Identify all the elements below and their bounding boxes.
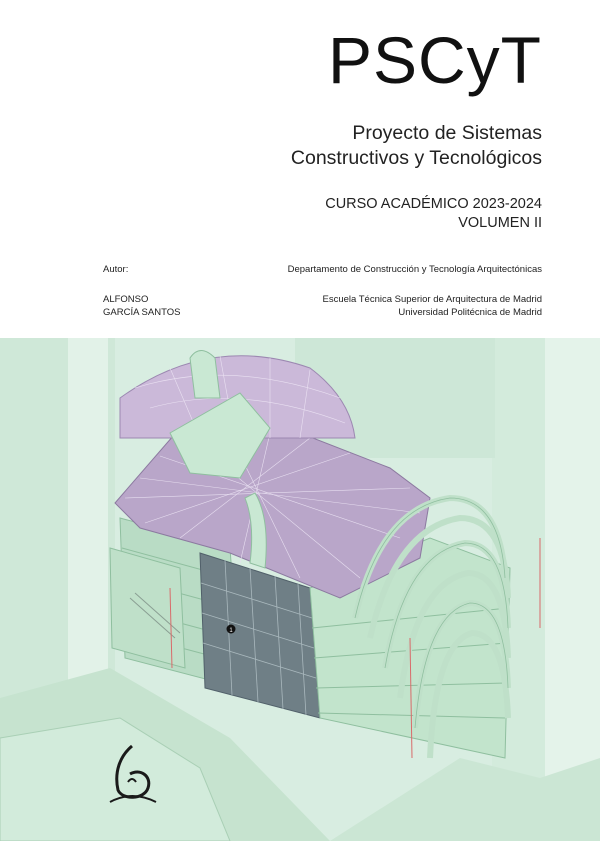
subtitle-line-1: Proyecto de Sistemas [352, 122, 542, 144]
publisher-logo [100, 742, 164, 808]
author-last-name: GARCÍA SANTOS [103, 307, 181, 318]
publisher-logo-mark [117, 746, 149, 797]
course-info [325, 195, 542, 233]
volume-label: VOLUMEN II [458, 215, 542, 231]
author-label: Autor: [103, 264, 129, 275]
author-first-name: ALFONSO [103, 294, 149, 305]
subtitle-line-2: Constructivos y Tecnológicos [290, 147, 542, 169]
cover-subtitle [291, 121, 542, 171]
building-illustration [0, 338, 600, 841]
department-name: Departamento de Construcción y Tecnología Arquitectónicas [287, 264, 542, 275]
cover-title: PSCyT [327, 23, 542, 97]
school-info [322, 293, 542, 319]
course-year: CURSO ACADÉMICO 2023-2024 [325, 196, 542, 212]
author-name [103, 293, 180, 319]
marker-number: 1 [229, 628, 233, 634]
university-name: Universidad Politécnica de Madrid [398, 307, 542, 318]
school-name: Escuela Técnica Superior de Arquitectura de Madrid [322, 294, 542, 305]
